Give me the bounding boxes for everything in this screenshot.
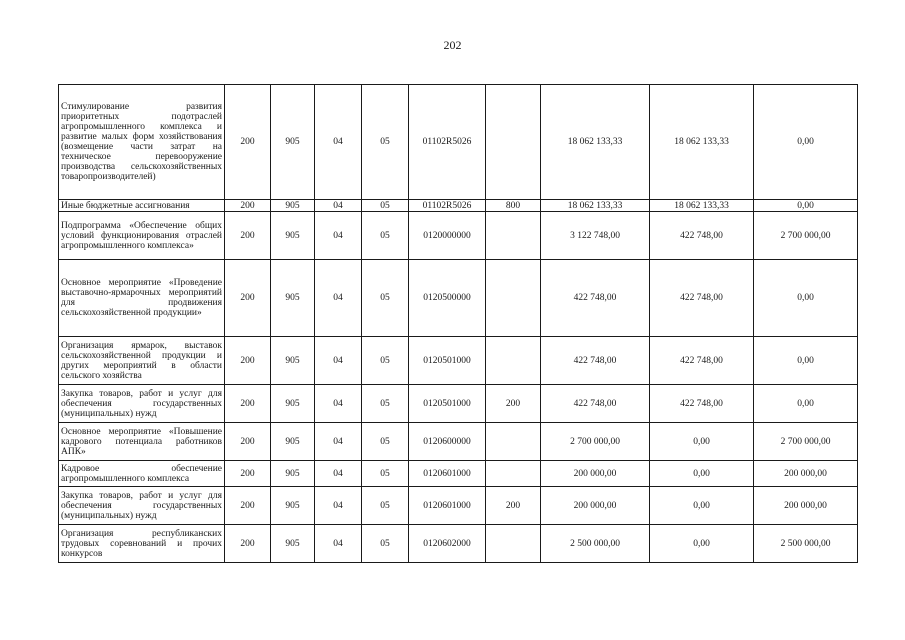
amount-total-cell: 3 122 748,00 [541,212,650,260]
section-code-cell: 04 [315,461,362,487]
amount-3-cell: 200 000,00 [754,461,858,487]
section-code-cell: 04 [315,487,362,525]
amount-2-cell: 0,00 [650,423,754,461]
subsection-code-cell: 05 [362,85,409,200]
table-row [59,337,858,385]
amount-2-cell: 422 748,00 [650,337,754,385]
amount-3-cell: 2 700 000,00 [754,423,858,461]
section-code-cell: 04 [315,525,362,563]
subsection-code-cell: 05 [362,525,409,563]
amount-3-cell: 0,00 [754,260,858,337]
section-code-cell: 04 [315,212,362,260]
expense-type-code-cell [486,212,541,260]
amount-2-cell: 422 748,00 [650,385,754,423]
table-row [59,525,858,563]
admin-code-cell: 200 [225,260,271,337]
admin-code-cell: 200 [225,461,271,487]
ministry-code-cell: 905 [271,385,315,423]
subsection-code-cell: 05 [362,200,409,212]
expense-type-code-cell [486,525,541,563]
table-row [59,487,858,525]
subsection-code-cell: 05 [362,337,409,385]
section-code-cell: 04 [315,385,362,423]
table-row [59,385,858,423]
row-name-cell: Закупка товаров, работ и услуг для обеспечения государственных (муниципальных) нужд [59,487,225,525]
subsection-code-cell: 05 [362,212,409,260]
amount-total-cell: 18 062 133,33 [541,200,650,212]
amount-total-cell: 200 000,00 [541,487,650,525]
admin-code-cell: 200 [225,385,271,423]
ministry-code-cell: 905 [271,212,315,260]
target-article-code-cell: 0120601000 [409,461,486,487]
section-code-cell: 04 [315,200,362,212]
amount-3-cell: 0,00 [754,200,858,212]
amount-2-cell: 0,00 [650,525,754,563]
ministry-code-cell: 905 [271,461,315,487]
admin-code-cell: 200 [225,423,271,461]
table-row [59,200,858,212]
amount-total-cell: 200 000,00 [541,461,650,487]
admin-code-cell: 200 [225,200,271,212]
row-name-cell: Закупка товаров, работ и услуг для обеспечения государственных (муниципальных) нужд [59,385,225,423]
amount-2-cell: 0,00 [650,461,754,487]
subsection-code-cell: 05 [362,260,409,337]
expense-type-code-cell [486,85,541,200]
table-body [59,85,858,563]
ministry-code-cell: 905 [271,525,315,563]
row-name-cell: Кадровое обеспечение агропромышленного комплекса [59,461,225,487]
target-article-code-cell: 0120602000 [409,525,486,563]
section-code-cell: 04 [315,85,362,200]
admin-code-cell: 200 [225,525,271,563]
amount-2-cell: 0,00 [650,487,754,525]
table-row [59,85,858,200]
budget-table [58,84,858,563]
expense-type-code-cell: 200 [486,385,541,423]
page-number: 202 [443,38,462,52]
expense-type-code-cell: 800 [486,200,541,212]
amount-total-cell: 2 500 000,00 [541,525,650,563]
amount-2-cell: 422 748,00 [650,212,754,260]
amount-2-cell: 18 062 133,33 [650,200,754,212]
section-code-cell: 04 [315,260,362,337]
target-article-code-cell: 0120000000 [409,212,486,260]
expense-type-code-cell [486,337,541,385]
section-code-cell: 04 [315,423,362,461]
row-name-cell: Организация республиканских трудовых соревнований и прочих конкурсов [59,525,225,563]
target-article-code-cell: 0120500000 [409,260,486,337]
amount-3-cell: 0,00 [754,337,858,385]
admin-code-cell: 200 [225,212,271,260]
admin-code-cell: 200 [225,85,271,200]
table-row [59,461,858,487]
ministry-code-cell: 905 [271,423,315,461]
subsection-code-cell: 05 [362,461,409,487]
amount-total-cell: 422 748,00 [541,260,650,337]
subsection-code-cell: 05 [362,385,409,423]
amount-2-cell: 422 748,00 [650,260,754,337]
target-article-code-cell: 0120501000 [409,385,486,423]
row-name-cell: Основное мероприятие «Проведение выставочно-ярмарочных мероприятий для продвижения сельскохозяйственной продукции» [59,260,225,337]
expense-type-code-cell [486,260,541,337]
amount-total-cell: 422 748,00 [541,337,650,385]
table-row [59,423,858,461]
target-article-code-cell: 01102R5026 [409,200,486,212]
row-name-cell: Стимулирование развития приоритетных подотраслей агропромышленного комплекса и развитие малых форм хозяйствования (возмещение части затрат на техническое перевооружение производства сельскохозяйственных товаропроизводителей) [59,85,225,200]
subsection-code-cell: 05 [362,423,409,461]
ministry-code-cell: 905 [271,85,315,200]
amount-3-cell: 0,00 [754,85,858,200]
admin-code-cell: 200 [225,337,271,385]
amount-total-cell: 2 700 000,00 [541,423,650,461]
amount-3-cell: 0,00 [754,385,858,423]
ministry-code-cell: 905 [271,487,315,525]
expense-type-code-cell [486,461,541,487]
amount-total-cell: 18 062 133,33 [541,85,650,200]
amount-3-cell: 2 500 000,00 [754,525,858,563]
expense-type-code-cell: 200 [486,487,541,525]
subsection-code-cell: 05 [362,487,409,525]
row-name-cell: Подпрограмма «Обеспечение общих условий функционирования отраслей агропромышленного комплекса» [59,212,225,260]
expense-type-code-cell [486,423,541,461]
target-article-code-cell: 01102R5026 [409,85,486,200]
admin-code-cell: 200 [225,487,271,525]
table-row [59,212,858,260]
section-code-cell: 04 [315,337,362,385]
target-article-code-cell: 0120600000 [409,423,486,461]
target-article-code-cell: 0120601000 [409,487,486,525]
target-article-code-cell: 0120501000 [409,337,486,385]
row-name-cell: Основное мероприятие «Повышение кадрового потенциала работников АПК» [59,423,225,461]
ministry-code-cell: 905 [271,337,315,385]
row-name-cell: Иные бюджетные ассигнования [59,200,225,212]
row-name-cell: Организация ярмарок, выставок сельскохозяйственной продукции и других мероприятий в области сельского хозяйства [59,337,225,385]
ministry-code-cell: 905 [271,260,315,337]
table-row [59,260,858,337]
amount-2-cell: 18 062 133,33 [650,85,754,200]
amount-3-cell: 2 700 000,00 [754,212,858,260]
amount-3-cell: 200 000,00 [754,487,858,525]
ministry-code-cell: 905 [271,200,315,212]
amount-total-cell: 422 748,00 [541,385,650,423]
